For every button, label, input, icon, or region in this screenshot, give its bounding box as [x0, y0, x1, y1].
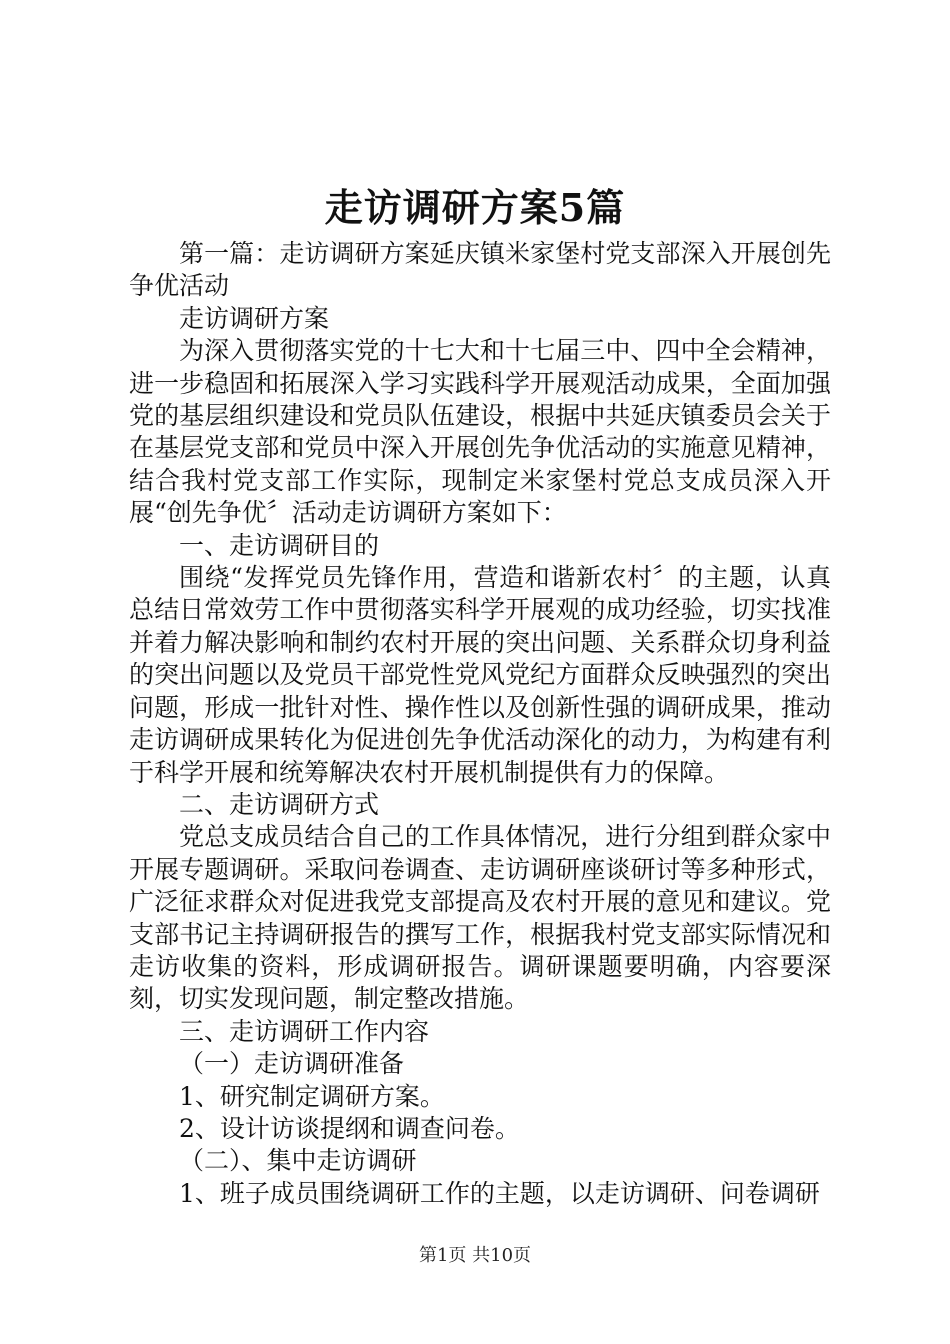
list-item: 1、班子成员围绕调研工作的主题，以走访调研、问卷调研 — [179, 1178, 820, 1208]
section-heading: 一、走访调研目的 — [179, 530, 380, 560]
document-body — [129, 238, 831, 1210]
page-footer: 第1页 共10页 — [418, 1245, 532, 1266]
section-heading: 二、走访调研方式 — [179, 789, 380, 819]
section-heading: 三、走访调研工作内容 — [179, 1016, 430, 1046]
paragraph: 围绕“发挥党员先锋作用，营造和谐新农村〞的主题，认真总结日常效劳工作中贯彻落实科学开展观的成功经验，切实找准并着力解决影响和制约农村开展的突出问题、关系群众切身利益的突出问题以及党员干部党性党风党纪方面群众反映强烈的突出问题，形成一批针对性、操作性以及创新性强的调研成果，推动走访调研成果转化为促进创先争优活动深化的动力，为构建有利于科学开展和统筹解决农村开展机制提供有力的保障。 — [129, 563, 831, 787]
list-item: 1、研究制定调研方案。 — [179, 1081, 445, 1111]
paragraph: 第一篇：走访调研方案延庆镇米家堡村党支部深入开展创先争优活动 — [129, 239, 831, 301]
paragraph: 走访调研方案 — [179, 303, 330, 333]
document-title: 走访调研方案5篇 — [324, 185, 626, 230]
paragraph: 为深入贯彻落实党的十七大和十七届三中、四中全会精神，进一步稳固和拓展深入学习实践科学开展观活动成果，全面加强党的基层组织建设和党员队伍建设，根据中共延庆镇委员会关于在基层党支部和党员中深入开展创先争优活动的实施意见精神，结合我村党支部工作实际，现制定米家堡村党总支成员深入开展“创先争优〞活动走访调研方案如下： — [129, 336, 831, 528]
paragraph: 党总支成员结合自己的工作具体情况，进行分组到群众家中开展专题调研。采取问卷调查、走访调研座谈研讨等多种形式，广泛征求群众对促进我党支部提高及农村开展的意见和建议。党支部书记主持调研报告的撰写工作，根据我村党支部实际情况和走访收集的资料，形成调研报告。调研课题要明确，内容要深刻，切实发现问题，制定整改措施。 — [129, 822, 831, 1014]
subsection-heading: （二）、集中走访调研 — [179, 1146, 417, 1176]
subsection-heading: （一）走访调研准备 — [179, 1049, 405, 1079]
list-item: 2、设计访谈提纲和调查问卷。 — [179, 1113, 520, 1143]
